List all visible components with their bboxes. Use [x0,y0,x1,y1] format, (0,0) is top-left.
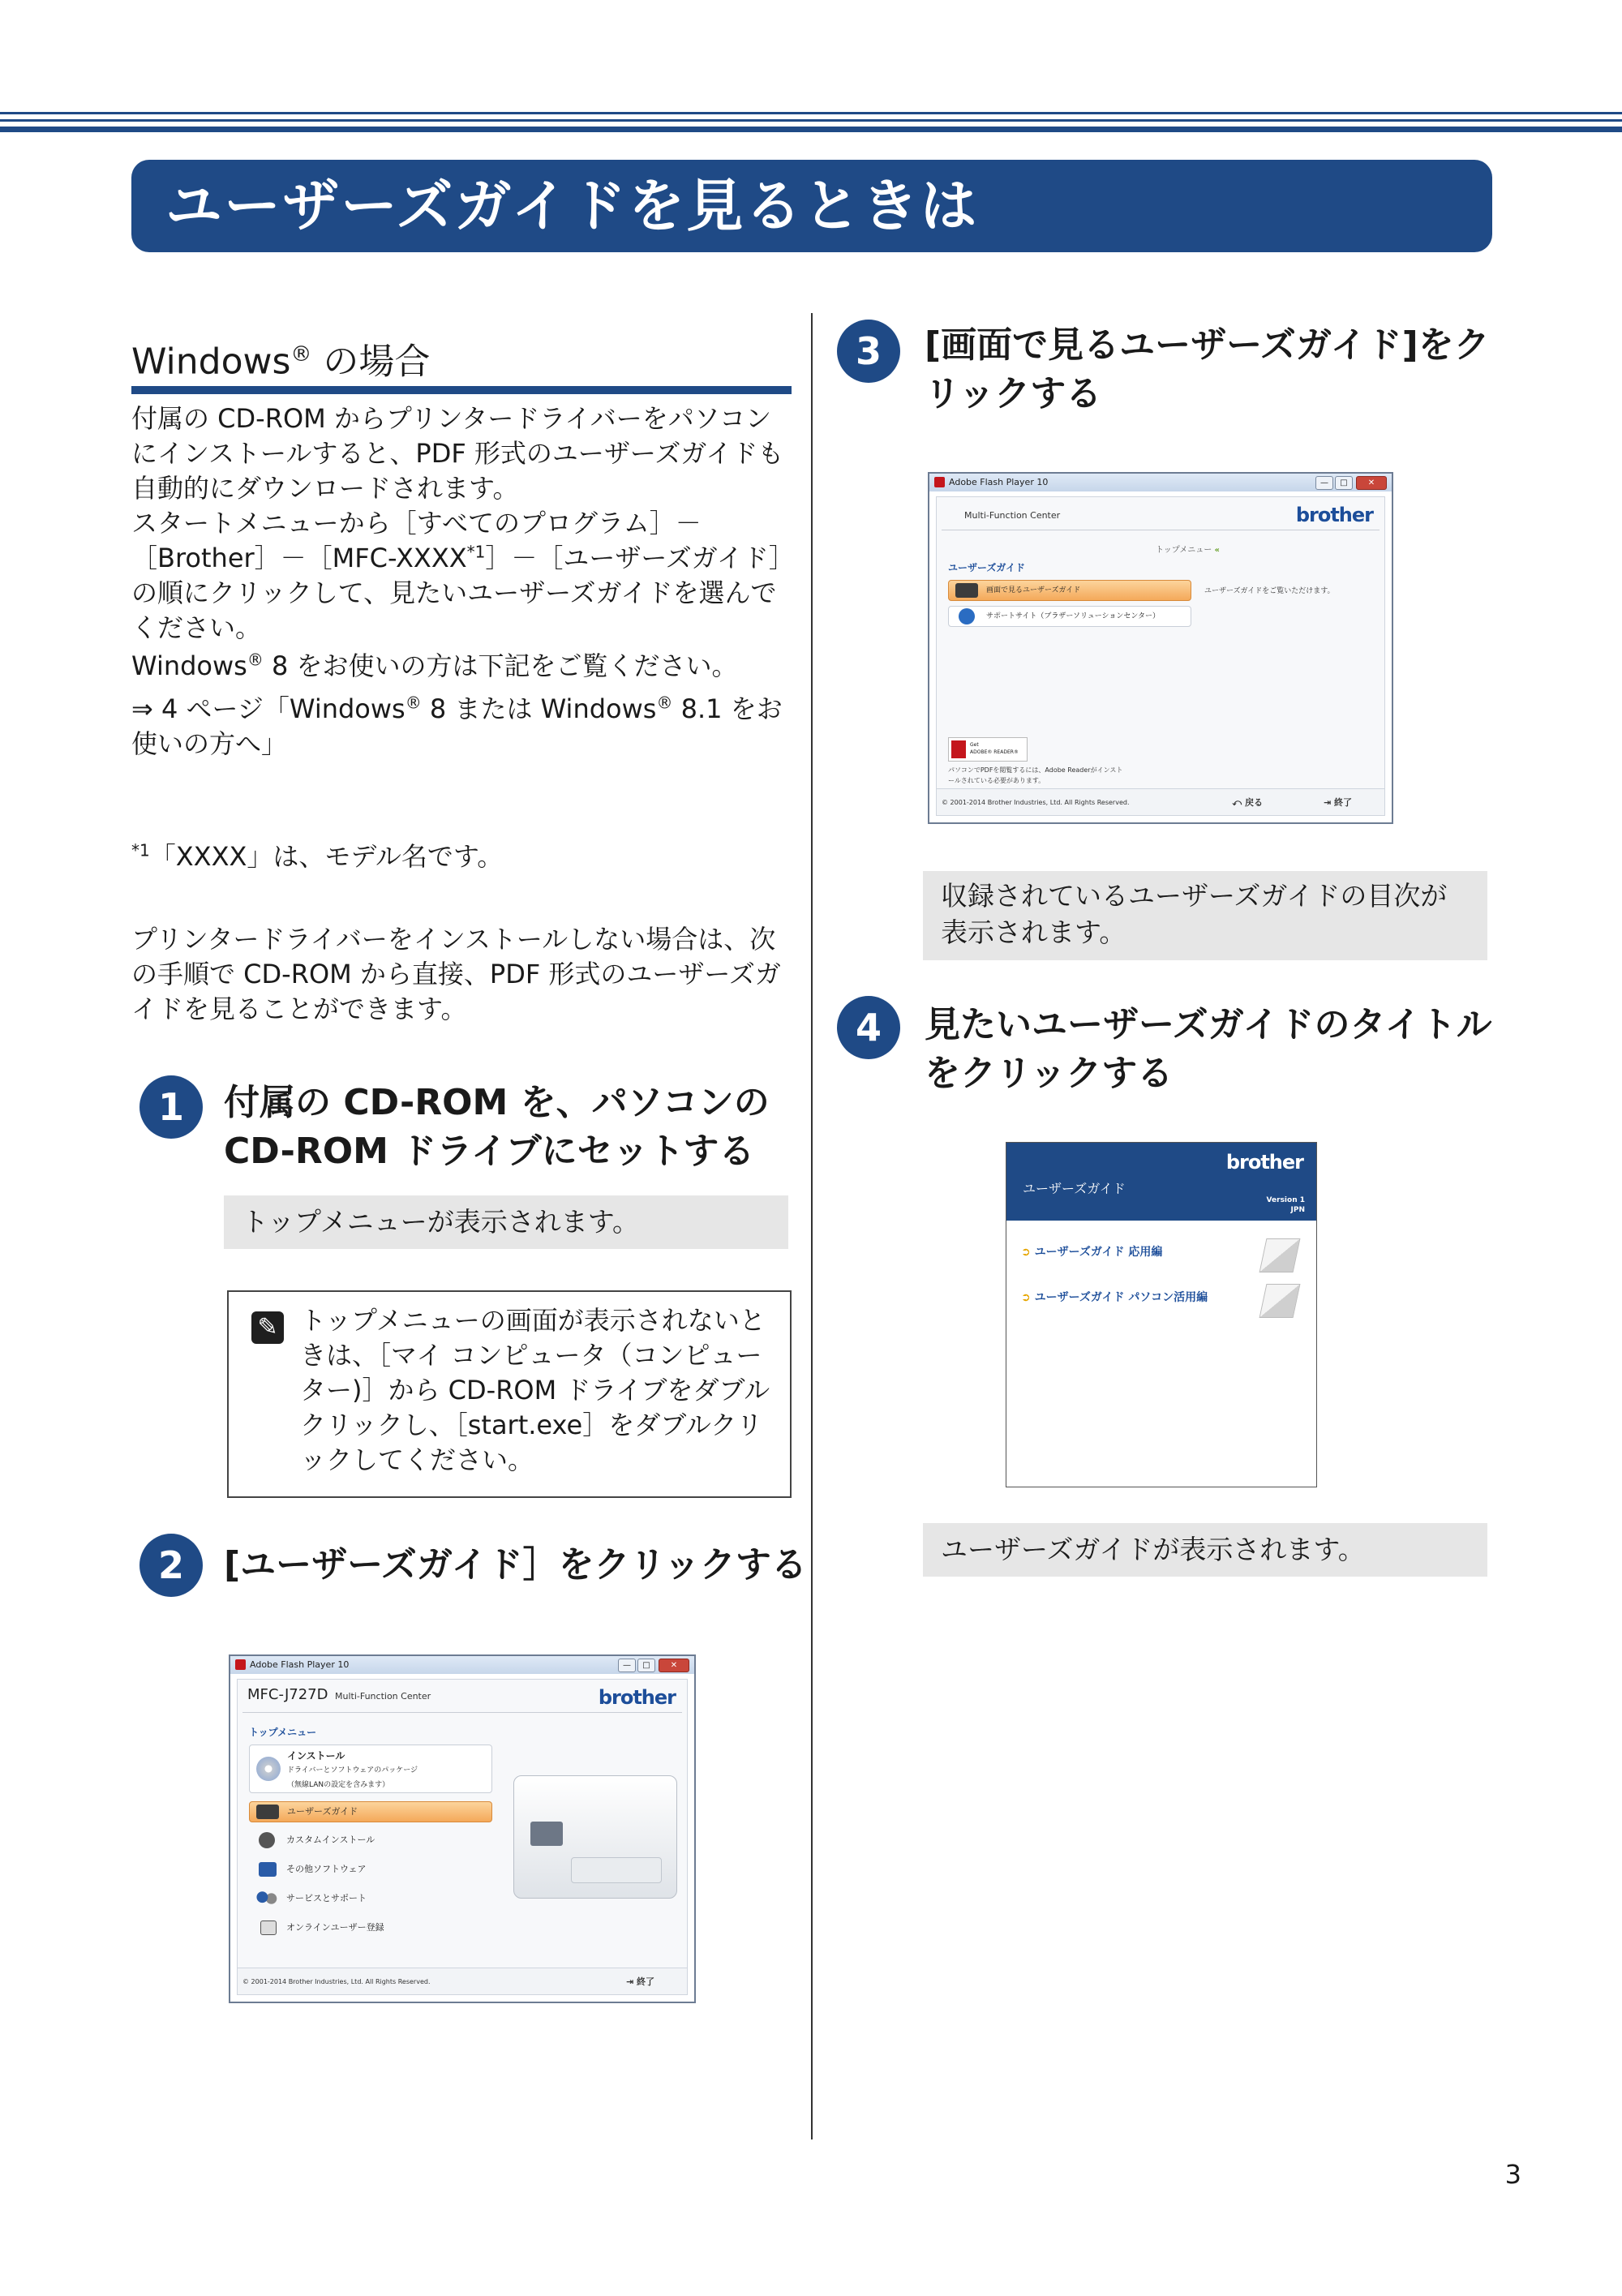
app-footer: © 2001-2014 Brother Industries, Ltd. All Rights Reserved. ⇥ 終了 [238,1968,687,1994]
memo-icon: ✎ [251,1311,284,1344]
step-4-number: 4 [837,996,900,1059]
step-2-title: [ユーザーズガイド］をクリックする [224,1544,807,1586]
app-area [237,1679,688,1995]
double-chevron-icon: « [1214,546,1220,555]
footnote: $^{*1}$「XXXX」は、モデル名です。 [131,840,504,872]
language-label: JPN [1290,1206,1305,1214]
header-rule-thin-2 [0,119,1622,122]
exit-button[interactable]: ⇥ 終了 [1323,797,1352,808]
intro-paragraph: 付属の CD-ROM からプリンタードライバーをパソコンにインストールすると、PDF 形式のユーザーズガイドも自動的にダウンロードされます。 スタートメニューから［すべてのプログラム$]-[Brother]-[MFC-XXXX^{*1}]-[$ユーザーズガイド］の順にクリックして、見たいユーザーズガイドを選んでください。 Windows® 8 をお使いの方は下記をご覧ください。 ⇒ 4 ページ「Windows® 8 または Windows® 8.1 をお使いの方へ」 [131,403,784,759]
screenshot-top-menu [229,1654,696,2003]
app-area [936,496,1385,816]
step-4-title: 見たいユーザーズガイドのタイトルをクリックする [925,1004,1492,1094]
guide-link-pc[interactable]: ➲ ユーザーズガイド パソコン活用編 [1021,1291,1208,1304]
page-number: 3 [1504,2159,1521,2190]
software-icon [259,1862,277,1877]
note-box [227,1290,792,1498]
app-divider [242,1712,682,1713]
book-icon [955,583,978,598]
get-adobe-reader-badge[interactable]: Get ADOBE® READER® [948,737,1028,762]
step-1-title: 付属の CD-ROM を、パソコンの CD-ROM ドライブにセットする [224,1082,770,1172]
step-3-number: 3 [837,320,900,383]
adobe-note: パソコンでPDFを閲覧するには、Adobe Readerがインストールされている必要があります。 [948,766,1123,784]
guide-description: ユーザーズガイドをご覧いただけます。 [1204,587,1335,595]
top-menu-link[interactable]: トップメニュー « [1156,546,1220,555]
app-name: Multi-Function Center [335,1691,431,1702]
gear-icon [259,1832,275,1848]
note-text: トップメニューの画面が表示されないときは、［マイ コンピュータ（コンピューター)］から CD-ROM ドライブをダブルクリックし、［start.exe］をダブルクリックしてください。 [300,1305,770,1475]
screenshot-user-guide-menu [928,472,1393,824]
menu-item-online-registration[interactable]: オンラインユーザー登録 [249,1918,384,1938]
guide-link-advanced[interactable]: ➲ ユーザーズガイド 応用編 [1021,1246,1163,1259]
maximize-button[interactable]: □ [637,1659,655,1672]
index-header [1006,1143,1316,1221]
step-3-result: 収録されているユーザーズガイドの目次が表示されます。 [923,871,1487,960]
exit-button[interactable]: ⇥ 終了 [625,1976,654,1987]
no-install-paragraph: プリンタードライバーをインストールしない場合は、次の手順で CD-ROM から直接、PDF 形式のユーザーズガイドを見ることができます。 [131,924,781,1024]
pdf-page-icon [1259,1284,1301,1318]
menu-item-support-site[interactable]: サポートサイト（ブラザーソリューションセンター） [948,606,1191,627]
app-name: Multi-Function Center [964,510,1061,521]
maximize-button[interactable]: □ [1335,476,1353,490]
menu-heading: トップメニュー [249,1727,317,1738]
brother-logo: brother [1295,504,1373,526]
version-label: Version 1 [1266,1196,1305,1204]
flash-icon [934,477,945,487]
header-rule-thick [0,127,1622,132]
menu-item-screen-guide[interactable]: 画面で見るユーザーズガイド [948,580,1191,601]
guide-heading: ユーザーズガイド [948,562,1026,573]
close-button[interactable]: ✕ [659,1659,689,1672]
step-2-number: 2 [139,1534,203,1597]
minimize-button[interactable]: — [618,1659,636,1672]
adobe-icon [951,740,966,758]
step-4-result: ユーザーズガイドが表示されます。 [923,1523,1487,1577]
flash-icon [235,1659,246,1670]
app-footer: © 2001-2014 Brother Industries, Ltd. All Rights Reserved. ⤺ 戻る ⇥ 終了 [937,788,1384,815]
menu-item-custom-install[interactable]: カスタムインストール [249,1830,375,1850]
support-icon [959,608,975,624]
install-button[interactable]: インストール ドライバーとソフトウェアのパッケージ （無線LANの設定を含みます） [249,1745,492,1793]
window-titlebar: Adobe Flash Player 10 — □ ✕ [230,1656,694,1674]
step-1-result: トップメニューが表示されます。 [224,1195,788,1249]
pdf-page-icon [1259,1238,1301,1272]
cd-icon [256,1757,281,1781]
model-name: MFC-J727D [247,1686,328,1703]
people-icon [255,1891,278,1906]
index-heading: ユーザーズガイド [1023,1181,1126,1196]
section-title: Windows® の場合 [131,341,431,383]
menu-item-service-support[interactable]: サービスとサポート [249,1889,367,1908]
back-button[interactable]: ⤺ 戻る [1232,797,1263,808]
menu-item-other-software[interactable]: その他ソフトウェア [249,1860,367,1879]
printer-image [513,1775,677,1899]
screenshot-pdf-index [1006,1142,1317,1487]
minimize-button[interactable]: — [1315,476,1333,490]
menu-item-user-guide[interactable]: ユーザーズガイド [249,1801,492,1822]
brother-logo: brother [1225,1151,1303,1174]
column-divider [811,313,813,2139]
header-rule-thin [0,112,1622,114]
arrow-right-icon: ➲ [1021,1291,1031,1304]
register-icon [260,1920,277,1935]
step-3-title: [画面で見るユーザーズガイド]をクリックする [925,324,1490,414]
book-icon [256,1805,279,1819]
close-button[interactable]: ✕ [1356,476,1387,490]
arrow-right-icon: ➲ [1021,1246,1031,1259]
brother-logo: brother [598,1686,676,1709]
section-underline [131,386,792,394]
step-1-number: 1 [139,1075,203,1139]
window-titlebar: Adobe Flash Player 10 — □ ✕ [929,474,1392,491]
page-title: ユーザーズガイドを見るときは [131,160,1492,252]
